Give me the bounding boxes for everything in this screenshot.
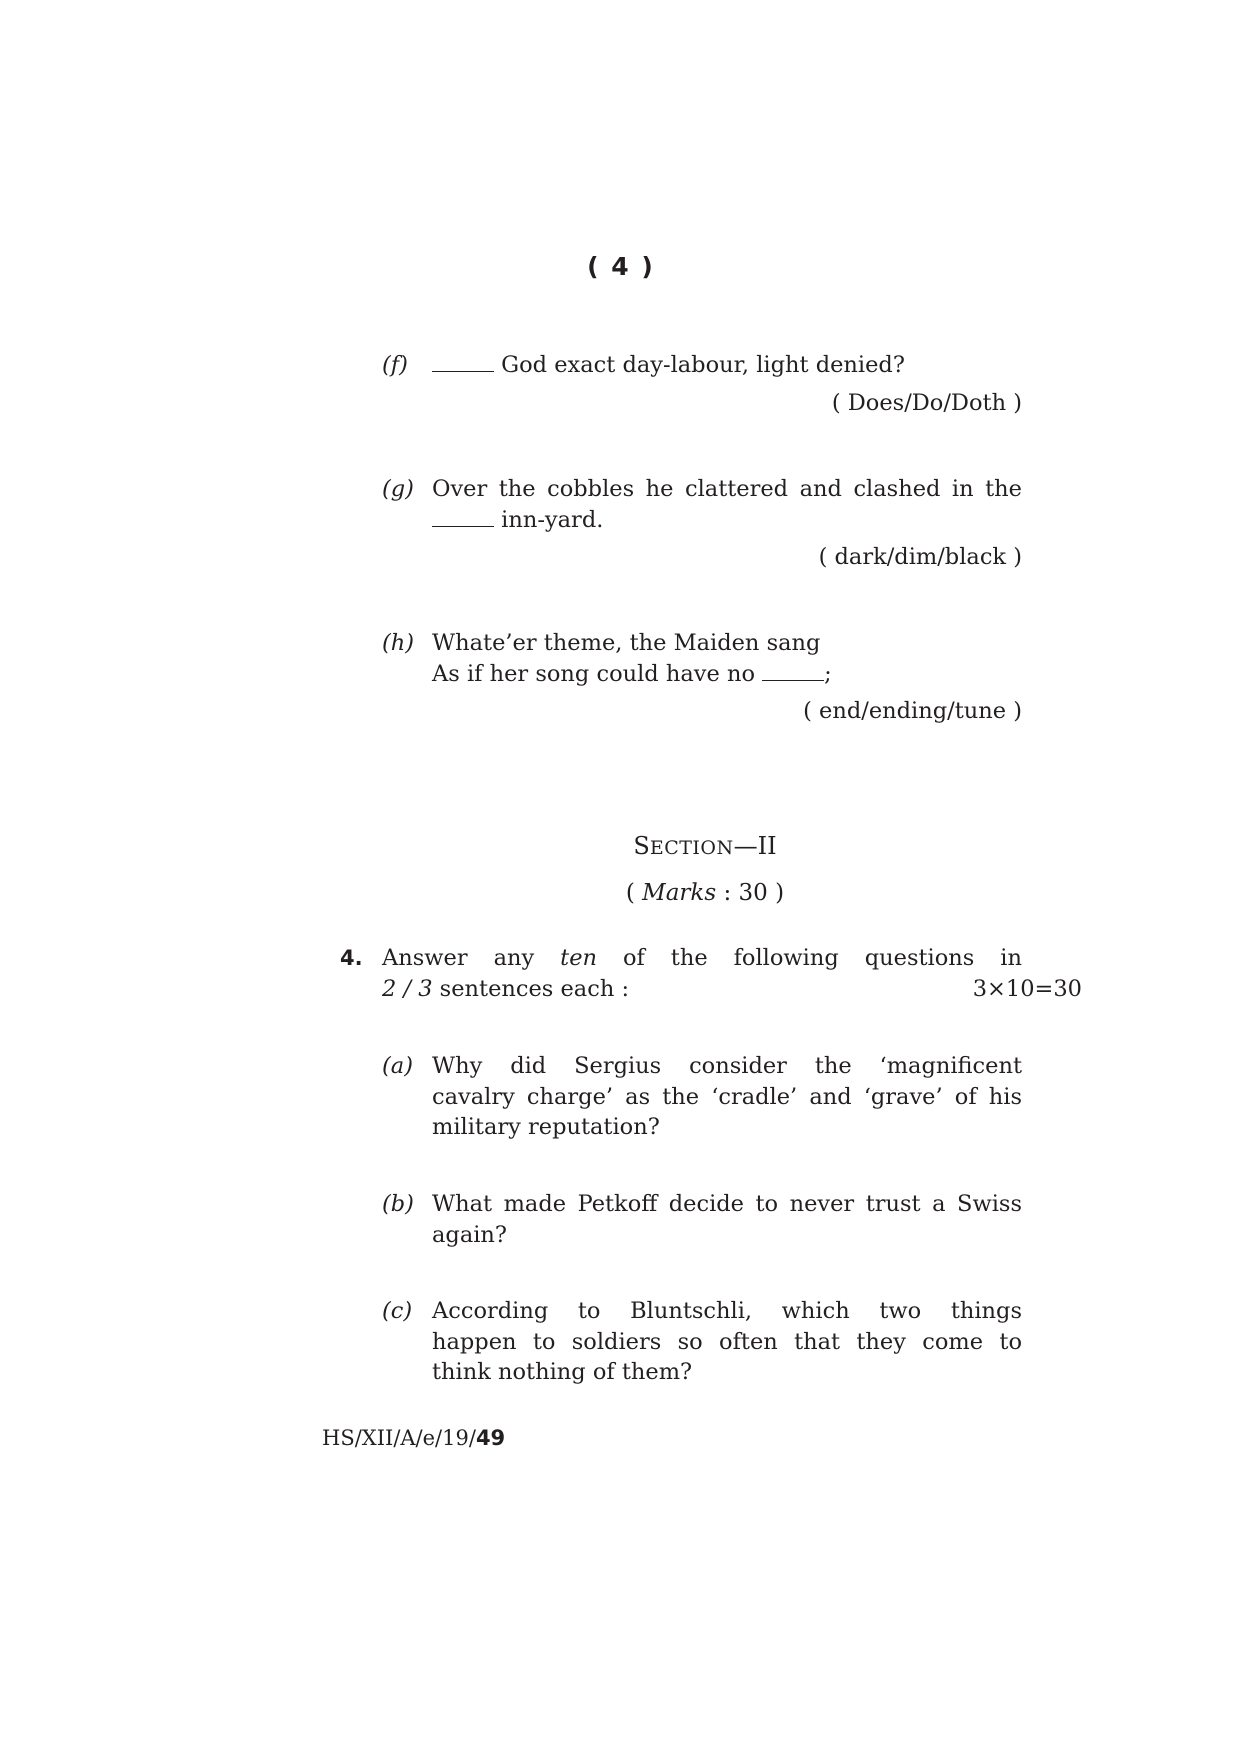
question-label: (f)	[382, 352, 408, 378]
question-line: happen to soldiers so often that they come to	[432, 1328, 1022, 1355]
answer-choices: ( end/ending/tune )	[803, 698, 1022, 724]
question-f	[382, 350, 1022, 418]
page-number: ( 4 )	[587, 252, 655, 281]
question-line: military reputation?	[432, 1114, 660, 1140]
question-4c	[382, 1296, 1022, 1388]
section-title: SECTION—II	[633, 832, 777, 860]
question-4a	[382, 1051, 1022, 1143]
question-h	[382, 628, 1022, 727]
fill-blank	[762, 679, 824, 681]
question-line: As if her song could have no ;	[432, 660, 832, 687]
question-g	[382, 474, 1022, 573]
question-line: God exact day-labour, light denied?	[432, 350, 1022, 381]
marks-allocation: 3×10=30	[972, 975, 1082, 1002]
question-label: (b)	[382, 1191, 414, 1217]
question-line: What made Petkoff decide to never trust a Swiss	[432, 1191, 1022, 1217]
paper-code: HS/XII/A/e/19/49	[322, 1426, 506, 1450]
question-line: Whate’er theme, the Maiden sang	[432, 630, 821, 656]
question-number: 4.	[340, 946, 363, 970]
fill-blank	[432, 525, 494, 527]
question-label: (c)	[382, 1298, 413, 1324]
question-4b	[382, 1189, 1022, 1250]
section-marks: ( Marks : 30 )	[625, 880, 785, 906]
question-line: again?	[432, 1221, 507, 1248]
question-line: think nothing of them?	[432, 1359, 693, 1385]
question-line: cavalry charge’ as the ‘cradle’ and ‘grave’ of his	[432, 1083, 1022, 1110]
question-label: (h)	[382, 630, 415, 656]
question-label: (g)	[382, 476, 414, 502]
answer-choices: ( dark/dim/black )	[818, 544, 1022, 570]
question-line: Why did Sergius consider the ‘magnificent	[432, 1053, 1022, 1079]
answer-choices: ( Does/Do/Doth )	[831, 389, 1022, 416]
question-intro: Answer any ten of the following questions in	[382, 945, 1022, 971]
question-line: According to Bluntschli, which two things	[432, 1298, 1022, 1324]
question-intro-line-2: 2 / 3 sentences each : 3×10=30	[382, 974, 1082, 1005]
question-4	[340, 943, 1082, 1004]
question-line: inn-yard.	[432, 505, 1022, 536]
question-label: (a)	[382, 1053, 413, 1079]
question-line: Over the cobbles he clattered and clashed in the	[432, 476, 1022, 502]
fill-blank	[432, 370, 494, 372]
